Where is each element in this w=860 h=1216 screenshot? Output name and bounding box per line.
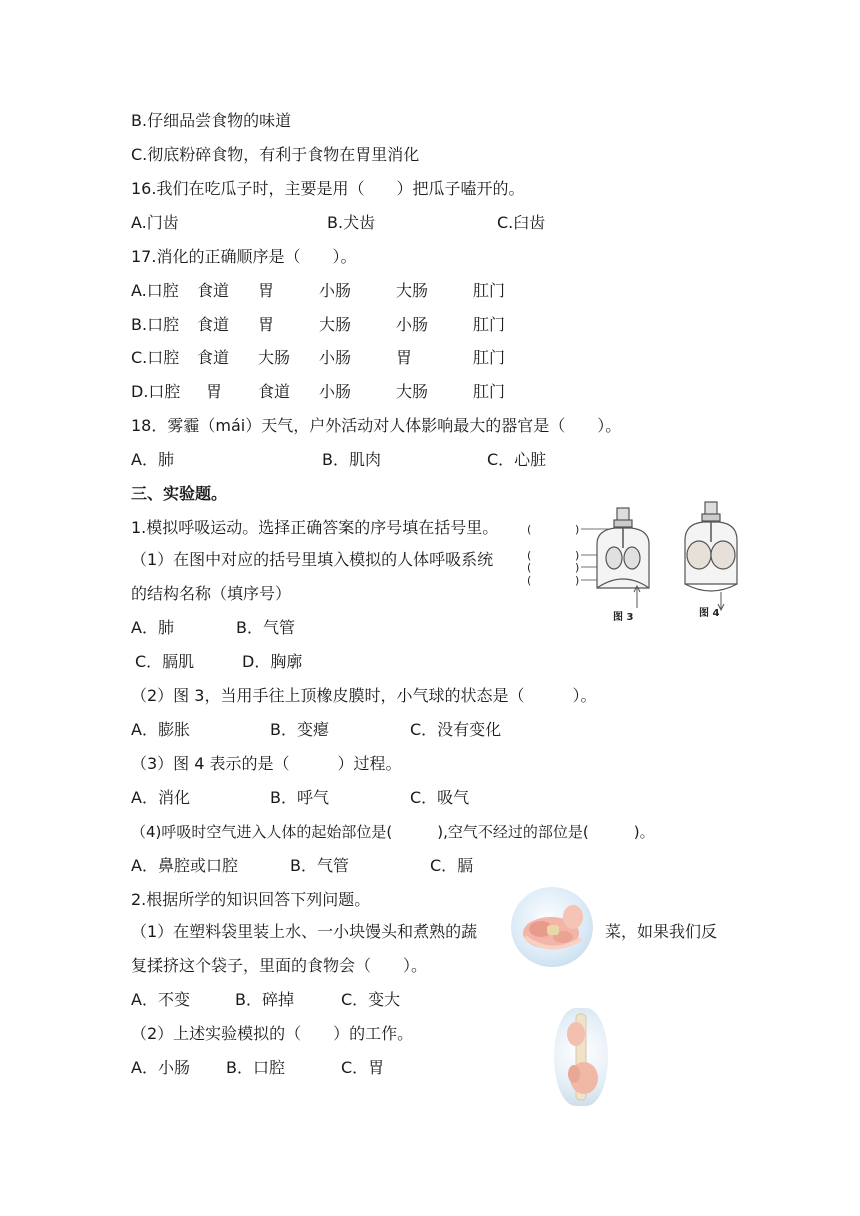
hand-squeezing-tube-photo-icon (554, 1008, 608, 1106)
q17d-cell: 肛门 (473, 382, 506, 401)
q18-option-b: B．肌肉 (322, 450, 381, 469)
exp1-part3-option-c: C．吸气 (410, 788, 470, 807)
q17b-cell: 肛门 (473, 315, 506, 334)
q17c-cell: 肛门 (473, 348, 506, 367)
exp2-part2-option-c: C．胃 (341, 1058, 385, 1077)
q17a-cell: 胃 (258, 281, 275, 300)
exp1-part1-option-c: C．膈肌 (135, 652, 195, 671)
exp1-part2-question: （2）图 3，当用手往上顶橡皮膜时，小气球的状态是（ ）。 (131, 686, 597, 705)
exp2-part1-option-b: B．碎掉 (235, 990, 294, 1009)
exp2-part2-option-a: A．小肠 (131, 1058, 190, 1077)
svg-text:): ) (575, 523, 580, 536)
exp2-part1-line1-end: 菜，如果我们反 (605, 922, 718, 941)
hand-squeezing-bag-photo-icon (511, 887, 593, 967)
figure4-label: 图 4 (699, 608, 720, 619)
q17b-cell: 小肠 (396, 315, 429, 334)
exp2-part1-line2: 复揉挤这个袋子，里面的食物会（ ）。 (131, 956, 428, 975)
q17-question: 17.消化的正确顺序是（ ）。 (131, 247, 357, 266)
q17d-cell: 小肠 (319, 382, 352, 401)
q17d-cell: 食道 (258, 382, 291, 401)
figure3-label: 图 3 (613, 612, 634, 623)
q18-option-a: A．肺 (131, 450, 174, 469)
q16-option-a: A.门齿 (131, 213, 179, 232)
q17a-cell: 肛门 (473, 281, 506, 300)
q18-option-c: C．心脏 (487, 450, 547, 469)
q15-option-b: B.仔细品尝食物的味道 (131, 111, 292, 130)
exp2-part2-question: （2）上述实验模拟的（ ）的工作。 (131, 1024, 414, 1043)
q16-option-c: C.臼齿 (497, 213, 546, 232)
exp2-part2-option-b: B．口腔 (226, 1058, 285, 1077)
exp2-part1-option-c: C．变大 (341, 990, 401, 1009)
q17a-cell: A.口腔 (131, 281, 179, 300)
q17a-cell: 小肠 (319, 281, 352, 300)
q17b-cell: 大肠 (319, 315, 352, 334)
q17c-cell: 胃 (396, 348, 413, 367)
q17c-cell: 大肠 (258, 348, 291, 367)
exp1-part3-option-a: A．消化 (131, 788, 190, 807)
svg-text:(: ( (527, 574, 532, 587)
q15-option-c: C.彻底粉碎食物，有利于食物在胃里消化 (131, 145, 420, 164)
svg-text:(: ( (527, 523, 532, 536)
figure4-jar (685, 502, 737, 610)
q16-question: 16.我们在吃瓜子时，主要是用（ ）把瓜子嗑开的。 (131, 179, 525, 198)
exp2-part1-option-a: A．不变 (131, 990, 190, 1009)
figure3-jar (597, 508, 649, 608)
q18-question: 18．雾霾（mái）天气，户外活动对人体影响最大的器官是（ ）。 (131, 416, 622, 435)
exp1-part4-option-c: C．膈 (430, 856, 474, 875)
exp1-part4-question: （4)呼吸时空气进入人体的起始部位是( ),空气不经过的部位是( )。 (131, 823, 655, 841)
q17a-cell: 食道 (197, 281, 230, 300)
q17b-cell: 胃 (258, 315, 275, 334)
svg-text:(: ( (527, 549, 532, 562)
exp1-part3-option-b: B．呼气 (270, 788, 329, 807)
q17c-cell: 食道 (197, 348, 230, 367)
exp1-part1-option-d: D．胸廓 (242, 652, 303, 671)
q16-option-b: B.犬齿 (327, 213, 376, 232)
exp1-part2-option-a: A．膨胀 (131, 720, 190, 739)
q17c-cell: 小肠 (319, 348, 352, 367)
exp2-part1-line1: （1）在塑料袋里装上水、一小块馒头和煮熟的蔬 (131, 922, 478, 941)
fill-in-brackets (527, 523, 579, 587)
q17b-cell: B.口腔 (131, 315, 180, 334)
exp1-part1-line2: 的结构名称（填序号） (131, 584, 292, 603)
exp1-part4-option-a: A．鼻腔或口腔 (131, 856, 238, 875)
exp1-part4-option-b: B．气管 (290, 856, 349, 875)
exp1-part1-option-a: A．肺 (131, 618, 174, 637)
svg-text:(: ( (527, 561, 532, 574)
exp1-part1-line1: （1）在图中对应的括号里填入模拟的人体呼吸系统 (131, 550, 494, 569)
section-three-heading: 三、实验题。 (131, 484, 228, 503)
exp2-title: 2.根据所学的知识回答下列问题。 (131, 890, 371, 909)
q17d-cell: 胃 (206, 382, 223, 401)
exp1-part2-option-b: B．变瘪 (270, 720, 329, 739)
svg-text:): ) (575, 574, 580, 587)
svg-text:): ) (575, 561, 580, 574)
exp1-part3-question: （3）图 4 表示的是（ ）过程。 (131, 754, 402, 773)
q17c-cell: C.口腔 (131, 348, 180, 367)
bell-jar-diagram-icon (525, 500, 740, 630)
q17b-cell: 食道 (197, 315, 230, 334)
exp1-part1-option-b: B．气管 (236, 618, 295, 637)
exp1-title: 1.模拟呼吸运动。选择正确答案的序号填在括号里。 (131, 518, 499, 537)
exp1-part2-option-c: C．没有变化 (410, 720, 502, 739)
svg-text:): ) (575, 549, 580, 562)
q17d-cell: 大肠 (396, 382, 429, 401)
q17d-cell: D.口腔 (131, 382, 181, 401)
q17a-cell: 大肠 (396, 281, 429, 300)
